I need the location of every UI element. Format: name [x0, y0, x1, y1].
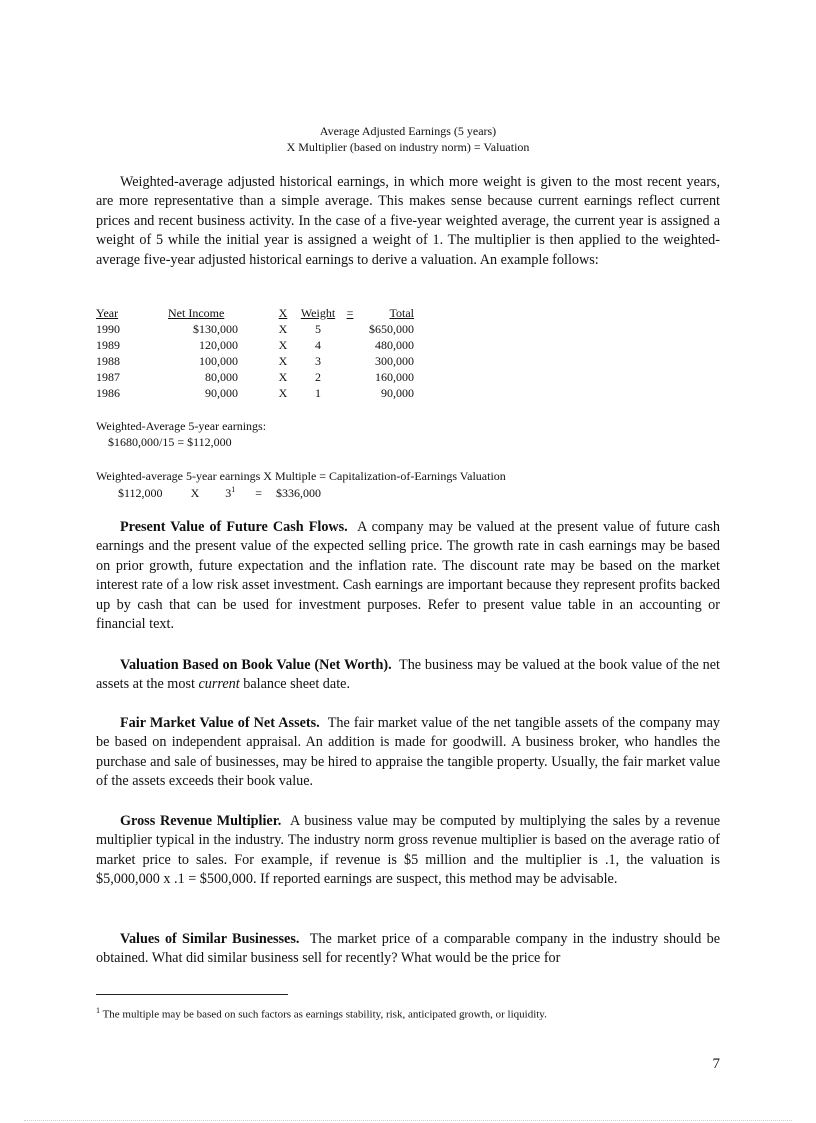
- cell-year: 1988: [96, 353, 120, 368]
- weighted-average-calc: $1680,000/15 = $112,000: [108, 435, 232, 449]
- calc-equals: =: [255, 486, 263, 500]
- table-row: [96, 337, 414, 353]
- cell-net-income: 100,000: [199, 353, 238, 368]
- table-row: [96, 353, 414, 369]
- table-row: [96, 321, 414, 337]
- cell-year: 1986: [96, 385, 120, 400]
- cell-x: X: [278, 385, 288, 400]
- header-weight: Weight: [300, 305, 336, 320]
- cell-weight: 3: [315, 353, 321, 368]
- cell-total: 160,000: [375, 369, 414, 384]
- cell-total: 480,000: [375, 337, 414, 352]
- section-emphasis: current: [198, 676, 240, 693]
- section-gross-revenue-multiplier: [96, 812, 720, 890]
- cell-x: X: [278, 353, 288, 368]
- footnote-text: The multiple may be based on such factors as earnings stability, risk, anticipated growth, or liquidity.: [102, 1008, 547, 1021]
- page-number: 7: [712, 1056, 720, 1072]
- cell-year: 1990: [96, 321, 120, 336]
- section-book-value: [96, 656, 720, 695]
- cell-spacer: [338, 385, 362, 401]
- cell-x: X: [278, 321, 288, 336]
- header-net-income: Net Income: [168, 305, 225, 320]
- section-heading: Values of Similar Businesses.: [120, 931, 300, 947]
- section-heading: Gross Revenue Multiplier.: [120, 813, 282, 829]
- calc-times: X: [190, 486, 200, 500]
- table-row: [96, 369, 414, 385]
- section-text: A company may be valued at the present value of future cash earnings and the present value of the expected selling price. The growth rate in cash earnings may be based on prior growth, future expectation and the inflation rate. The discount rate may be based on the market interest rate of a low risk asset investment. Cash earnings are important because they represent profits backed up by cash that can be used for investment purposes. Refer to present value table in an accounting or financial text.: [96, 519, 720, 633]
- cell-year: 1989: [96, 337, 120, 352]
- intro-paragraph: Weighted-average adjusted historical earnings, in which more weight is given to the most recent years, are more representative than a simple average. This makes sense because current earnings reflect current prices and recent business activity. In the case of a five-year weighted average, the current year is assigned a weight of 5 while the initial year is assigned a weight of 1. The multiplier is then applied to the weighted-average five-year adjusted historical earnings to derive a valuation. An example follows:: [96, 174, 720, 268]
- cell-net-income: 80,000: [205, 369, 238, 384]
- section-heading: Fair Market Value of Net Assets.: [120, 715, 320, 731]
- section-heading: Valuation Based on Book Value (Net Worth).: [120, 657, 392, 673]
- header-total: Total: [389, 305, 414, 320]
- cell-total: 90,000: [381, 385, 414, 400]
- section-text: The market price of a comparable company in the industry should be obtained. What did similar business sell for recently? What would be the price for: [96, 931, 720, 967]
- cell-spacer: [338, 369, 362, 385]
- cell-net-income: 90,000: [205, 385, 238, 400]
- table-row: [96, 385, 414, 401]
- page-bottom-border: [24, 1120, 792, 1121]
- header-x: X: [278, 305, 288, 320]
- calc-multiple: 3: [225, 486, 232, 500]
- section-heading: Present Value of Future Cash Flows.: [120, 519, 348, 535]
- section-text: The fair market value of the net tangible assets of the company may be based on independent appraisal. An addition is made for goodwill. A business broker, who handles the purchase and sale of businesses, may be hired to appraise the tangible property. Usually, the fair market value of the assets exceeds their book value.: [96, 715, 720, 790]
- formula-line-2: X Multiplier (based on industry norm) = Valuation: [286, 140, 530, 154]
- section-fair-market-value: [96, 714, 720, 792]
- cell-x: X: [278, 337, 288, 352]
- header-equals: =: [346, 305, 354, 320]
- footnote: [96, 1006, 547, 1021]
- calc-earnings: $112,000: [118, 486, 163, 500]
- cell-spacer: [338, 353, 362, 369]
- footnote-divider: [96, 994, 288, 995]
- cell-spacer: [338, 337, 362, 353]
- section-text: The business may be valued at the book value of the net assets at the most: [96, 657, 720, 693]
- cell-spacer: [338, 321, 362, 337]
- cell-total: $650,000: [369, 321, 414, 336]
- cell-year: 1987: [96, 369, 120, 384]
- section-present-value: [96, 518, 720, 634]
- header-year: Year: [96, 305, 119, 320]
- table-header-row: [96, 305, 414, 321]
- cell-weight: 4: [315, 337, 321, 352]
- cell-weight: 1: [315, 385, 321, 400]
- cell-weight: 2: [315, 369, 321, 384]
- capitalization-label: Weighted-average 5-year earnings X Multiple = Capitalization-of-Earnings Valuation: [96, 469, 506, 483]
- calc-result: $336,000: [276, 486, 322, 500]
- footnote-reference: 1: [231, 485, 236, 494]
- section-text: A business value may be computed by multiplying the sales by a revenue multiplier typical in the industry. The industry norm gross revenue multiplier is based on the average ratio of market price to sales. For example, if revenue is $5 million and the multiplier is .1, the valuation is $5,000,000 x .1 = $500,000. If reported earnings are suspect, this method may be advisable.: [96, 813, 720, 888]
- cell-x: X: [278, 369, 288, 384]
- cell-total: 300,000: [375, 353, 414, 368]
- section-similar-businesses: [96, 930, 720, 969]
- cell-net-income: $130,000: [193, 321, 238, 336]
- weighted-average-label: Weighted-Average 5-year earnings:: [96, 419, 267, 433]
- footnote-marker: 1: [96, 1006, 100, 1015]
- section-text-end: balance sheet date.: [243, 676, 350, 693]
- formula-line-1: Average Adjusted Earnings (5 years): [319, 124, 497, 138]
- weighted-earnings-table: [96, 305, 414, 401]
- cell-weight: 5: [315, 321, 321, 336]
- cell-net-income: 120,000: [199, 337, 238, 352]
- capitalization-calc: [118, 485, 321, 501]
